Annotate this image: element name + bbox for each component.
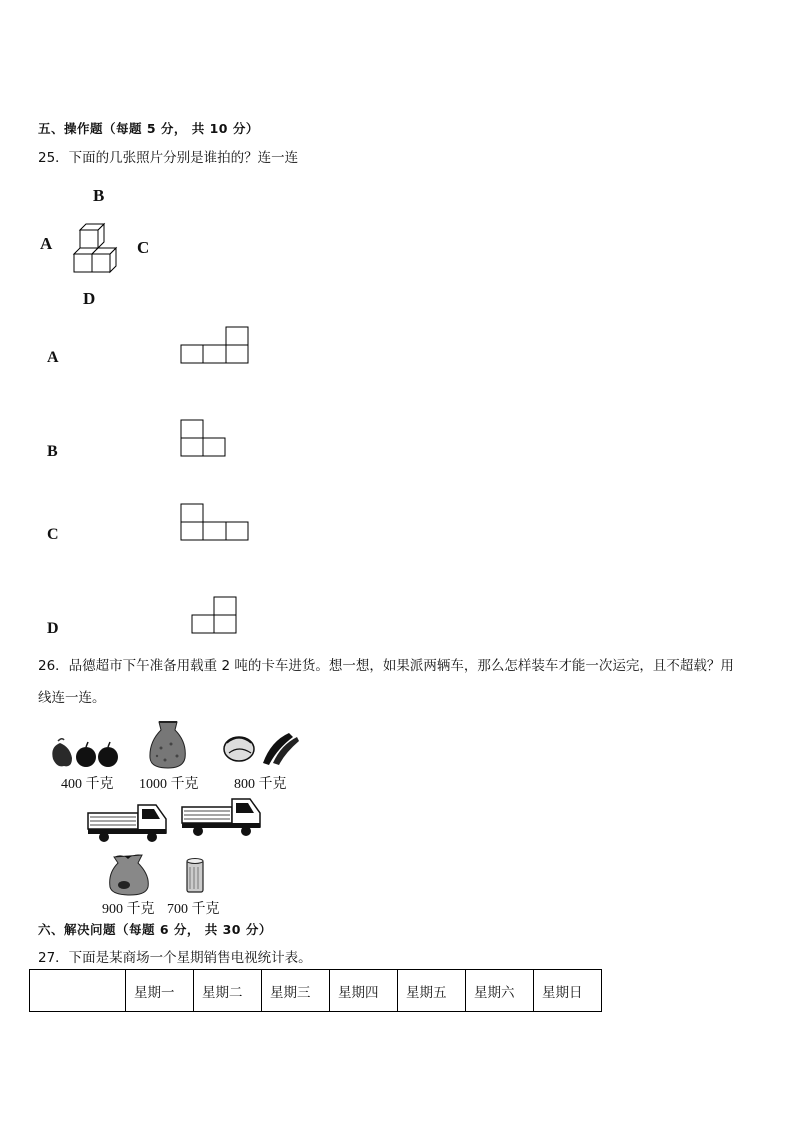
sack-icon [147,718,189,770]
table-header-cell: 星期五 [398,970,466,1012]
table-header-cell: 星期一 [126,970,194,1012]
question-26-text-line1: 26．品德超市下午准备用载重 2 吨的卡车进货。想一想，如果派两辆车，那么怎样装车才能一次运完，且不超载？用 [38,658,734,674]
question-26-text-line2: 线连一连。 [38,690,106,706]
table-header-cell [30,970,126,1012]
view-label-d: D [47,620,59,637]
goods-weight-fruit: 400 千克 [61,777,114,792]
goods-weight-can: 700 千克 [167,902,220,917]
direction-label-a: A [40,234,53,253]
view-label-b: B [47,443,58,460]
question-27-text: 27．下面是某商场一个星期销售电视统计表。 [38,950,312,966]
direction-label-c: C [137,238,150,257]
table-header-cell: 星期日 [534,970,602,1012]
goods-weight-bag: 900 千克 [102,902,155,917]
table-header-cell: 星期四 [330,970,398,1012]
view-c-grid [180,503,250,541]
goods-weight-vegetables: 800 千克 [234,777,287,792]
table-header-cell: 星期六 [466,970,534,1012]
direction-label-d: D [83,289,96,308]
section-6-heading: 六、解决问题（每题 6 分， 共 30 分） [38,922,272,937]
truck-icon [86,803,172,843]
cube-stack-figure [70,220,122,276]
view-d-grid [191,596,239,634]
question-25-text: 25．下面的几张照片分别是谁拍的？连一连 [38,150,299,166]
view-a-grid [180,326,250,364]
view-label-c: C [47,526,59,543]
view-label-a: A [47,349,59,366]
truck-icon [180,797,266,837]
goods-weight-sack: 1000 千克 [139,777,199,792]
fruit-icon [48,735,120,769]
can-icon [184,857,206,895]
vegetables-icon [219,727,303,767]
section-5-heading: 五、操作题（每题 5 分， 共 10 分） [38,121,259,136]
table-header-row [30,970,602,1012]
table-header-cell: 星期三 [262,970,330,1012]
view-b-grid [180,419,228,457]
direction-label-b: B [93,186,105,205]
bag-icon [106,851,152,897]
table-header-cell: 星期二 [194,970,262,1012]
tv-sales-table [29,969,602,1012]
